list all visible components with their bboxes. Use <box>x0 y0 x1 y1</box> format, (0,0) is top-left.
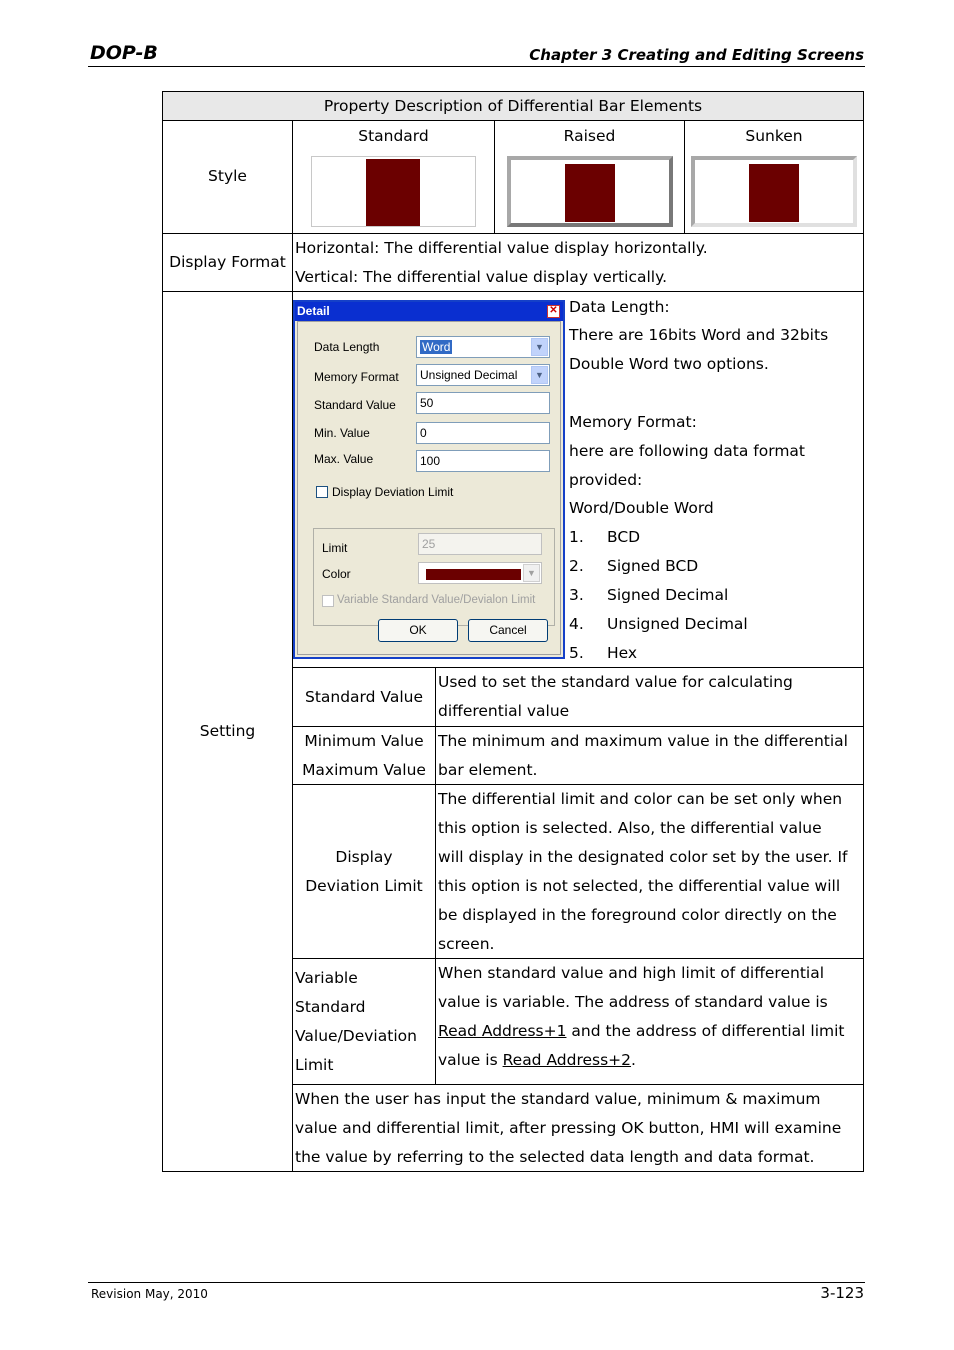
standard-style-preview <box>311 156 476 227</box>
revision-date: Revision May, 2010 <box>91 1287 208 1301</box>
deviation-limit-desc: screen. <box>438 935 495 953</box>
style-sunken-label: Sunken <box>745 127 803 145</box>
deviation-limit-desc: this option is not selected, the differential value will <box>438 877 841 895</box>
style-label: Style <box>208 167 247 185</box>
standard-value-label: Standard Value <box>304 688 423 706</box>
min-max-desc: bar element. <box>438 761 538 779</box>
variable-standard-checkbox[interactable] <box>322 595 334 607</box>
dialog-title: Detail <box>295 302 563 321</box>
max-value-input[interactable]: 100 <box>416 450 550 472</box>
setting-note: the value by referring to the selected data length and data format. <box>295 1148 815 1166</box>
memory-format-heading: Memory Format: <box>569 413 697 431</box>
list-item: Signed Decimal <box>607 586 729 604</box>
list-item-number: 1. <box>569 528 584 546</box>
variable-standard-label-text: Value/Deviation <box>295 1027 417 1045</box>
chevron-down-icon[interactable]: ▼ <box>523 564 540 582</box>
min-max-label: Maximum Value <box>302 761 426 779</box>
memory-format-label: Memory Format <box>314 370 399 384</box>
data-length-value: Word <box>422 340 451 354</box>
differential-bar <box>749 164 799 222</box>
list-item-number: 4. <box>569 615 584 633</box>
setting-note: value and differential limit, after pressing OK button, HMI will examine <box>295 1119 842 1137</box>
data-length-heading: Data Length: <box>569 298 670 316</box>
setting-label: Setting <box>199 722 256 740</box>
raised-style-preview <box>507 156 673 227</box>
limit-input[interactable]: 25 <box>418 533 542 555</box>
display-format-horizontal: Horizontal: The differential value display horizontally. <box>295 239 708 257</box>
memory-format-value: Unsigned Decimal <box>420 368 518 382</box>
list-item: BCD <box>607 528 641 546</box>
variable-standard-desc: value is variable. The address of standard value is <box>438 993 828 1011</box>
variable-standard-label-text: Standard <box>295 998 366 1016</box>
list-item: Signed BCD <box>607 557 699 575</box>
color-label: Color <box>322 567 351 581</box>
memory-format-select[interactable] <box>416 364 550 386</box>
variable-standard-label: Variable Standard Value/Devialon Limit <box>337 594 536 606</box>
data-length-select[interactable] <box>416 336 550 358</box>
dialog-body <box>297 321 561 655</box>
list-item: Unsigned Decimal <box>607 615 748 633</box>
list-item-number: 5. <box>569 644 584 662</box>
page-number: 3-123 <box>820 1284 864 1302</box>
deviation-limit-desc: be displayed in the foreground color directly on the <box>438 906 837 924</box>
data-length-text: Double Word two options. <box>569 355 769 373</box>
detail-dialog <box>293 300 565 659</box>
desc-text: and the address of differential limit <box>566 1022 845 1040</box>
min-max-desc: The minimum and maximum value in the differential <box>438 732 848 750</box>
deviation-limit-label: Display <box>335 848 393 866</box>
read-address-2-link: Read Address+2 <box>502 1051 632 1069</box>
standard-value-desc: Used to set the standard value for calculating <box>438 673 793 691</box>
variable-standard-desc <box>438 1017 844 1046</box>
deviation-limit-desc: The differential limit and color can be set only when <box>438 790 843 808</box>
memory-format-text: provided: <box>569 471 643 489</box>
deviation-limit-desc: will display in the designated color set by the user. If <box>438 848 848 866</box>
chapter-title: Chapter 3 Creating and Editing Screens <box>529 46 864 64</box>
desc-text: value is <box>438 1051 503 1069</box>
color-select[interactable] <box>418 562 542 584</box>
min-value-input[interactable]: 0 <box>416 422 550 444</box>
setting-note: When the user has input the standard value, minimum & maximum <box>295 1090 821 1108</box>
style-standard-label: Standard <box>358 127 429 145</box>
color-swatch <box>426 569 521 580</box>
deviation-limit-desc: this option is selected. Also, the differential value <box>438 819 822 837</box>
standard-value-input[interactable]: 50 <box>416 392 550 414</box>
standard-value-desc: differential value <box>438 702 570 720</box>
list-item: Hex <box>607 644 638 662</box>
memory-format-text: here are following data format <box>569 442 806 460</box>
display-deviation-limit-label: Display Deviation Limit <box>332 485 454 499</box>
close-icon[interactable]: ✕ <box>547 305 560 318</box>
variable-standard-label-text: Limit <box>295 1056 334 1074</box>
logo: DOP-B <box>90 42 158 64</box>
data-length-text: There are 16bits Word and 32bits <box>569 326 829 344</box>
desc-text: . <box>631 1051 636 1069</box>
table-title: Property Description of Differential Bar Elements <box>323 97 703 115</box>
chevron-down-icon[interactable]: ▼ <box>531 366 548 384</box>
limit-label: Limit <box>322 541 348 555</box>
max-value-label: Max. Value <box>314 452 374 466</box>
ok-button[interactable]: OK <box>378 619 458 642</box>
differential-bar <box>366 159 420 226</box>
memory-format-text: Word/Double Word <box>569 499 714 517</box>
standard-value-label: Standard Value <box>314 398 396 412</box>
display-format-vertical: Vertical: The differential value display vertically. <box>295 268 668 286</box>
deviation-limit-label: Deviation Limit <box>305 877 423 895</box>
list-item-number: 2. <box>569 557 584 575</box>
data-length-label: Data Length <box>314 340 380 354</box>
variable-standard-desc: When standard value and high limit of differential <box>438 964 825 982</box>
footer-rule <box>88 1282 865 1283</box>
list-item-number: 3. <box>569 586 584 604</box>
variable-standard-desc <box>438 1046 636 1075</box>
chevron-down-icon[interactable]: ▼ <box>531 338 548 356</box>
deviation-group <box>313 528 555 626</box>
variable-standard-label-text: Variable <box>295 969 358 987</box>
cancel-button[interactable]: Cancel <box>468 619 548 642</box>
display-deviation-limit-checkbox[interactable] <box>316 486 328 498</box>
min-max-label: Minimum Value <box>304 732 424 750</box>
min-value-label: Min. Value <box>314 426 370 440</box>
differential-bar <box>565 164 615 222</box>
header-rule <box>88 66 865 67</box>
read-address-1-link: Read Address+1 <box>438 1022 567 1040</box>
style-raised-label: Raised <box>563 127 616 145</box>
sunken-style-preview <box>691 156 857 227</box>
display-format-label: Display Format <box>169 253 286 271</box>
